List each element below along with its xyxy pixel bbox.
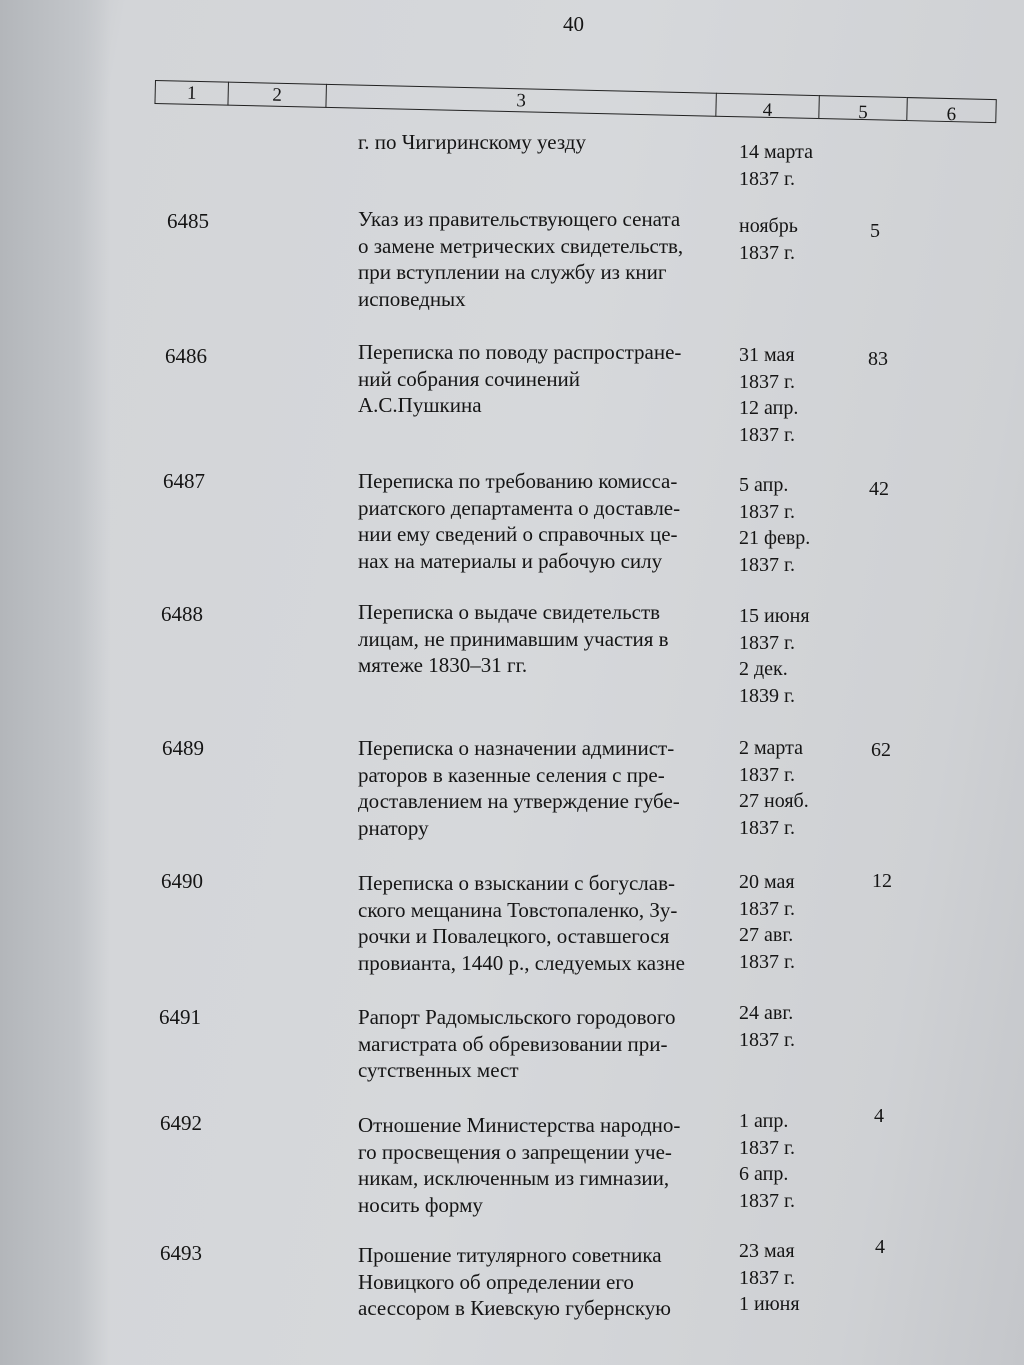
entry-number: 6487 [163,469,205,493]
description-line: магистрата об обревизовании при- [358,1031,668,1056]
entry-dates [739,472,810,578]
description-line: Переписка по требованию комисса- [358,469,678,493]
date-line: 31 мая [739,344,795,366]
description-line: носить форму [358,1192,483,1217]
entry-sheet-count: 5 [870,220,880,242]
entry-description [358,468,728,574]
entry-dates [739,869,795,975]
entry-number: 6493 [160,1241,202,1265]
entry-description [358,1112,728,1218]
date-line: 14 марта [739,141,813,163]
continuation-description [358,129,728,156]
date-line: 6 апр. [739,1163,789,1185]
entry-description [358,1242,728,1322]
description-line: Переписка о выдаче свидетельств [358,600,661,624]
date-line: 1 июня [739,1293,800,1315]
column-header-3: 3 [325,84,715,117]
column-header-2: 2 [227,82,326,108]
date-line: 1837 г. [739,631,795,654]
date-line: 21 февр. [739,527,811,549]
entry-number: 6489 [162,736,204,760]
description-line: Прошение титулярного советника [358,1243,662,1267]
date-line: 5 апр. [739,474,789,496]
entry-dates [739,603,810,709]
date-line: 1837 г. [739,241,795,264]
entry-description [358,870,728,976]
description-line: при вступлении на службу из книг [358,260,667,284]
column-header-4: 4 [715,93,819,119]
description-line: ского мещанина Товстопаленко, Зу- [358,897,678,922]
date-line: 1837 г. [739,1189,795,1212]
description-line: Отношение Министерства народно- [358,1113,681,1137]
entry-sheet-count: 62 [871,739,891,761]
description-line: нии ему сведений о справочных це- [358,522,678,546]
description-line: доставлением на утверждение губе- [358,789,680,813]
entry-description [358,599,728,679]
date-line: 1837 г. [739,1028,795,1051]
column-header-6: 6 [906,97,997,123]
description-line: ний собрания сочинений [358,366,581,391]
entry-sheet-count: 4 [875,1236,885,1258]
date-line: 1839 г. [739,684,795,707]
description-line: никам, исключенным из гимназии, [358,1166,670,1190]
entry-dates [739,342,798,448]
description-line: рочки и Повалецкого, оставшегося [358,924,670,948]
date-line: 1837 г. [739,423,795,446]
entry-dates [739,1108,795,1214]
description-line: риатского департамента о доставле- [358,495,681,520]
date-line: 27 авг. [739,924,794,946]
description-line: А.С.Пушкина [358,393,482,417]
description-line: г. по Чигиринскому уезду [358,130,586,154]
date-line: 15 июня [739,605,810,627]
description-line: сутственных мест [358,1058,519,1082]
date-line: 1837 г. [739,816,795,839]
date-line: 1837 г. [739,370,795,393]
date-line: 1837 г. [739,1136,795,1159]
date-line: 1837 г. [739,1266,795,1289]
description-line: о замене метрических свидетельств, [358,233,684,258]
entry-number: 6492 [160,1111,202,1135]
description-line: го просвещения о запрещении уче- [358,1139,672,1164]
continuation-dates [739,139,813,192]
column-header-1: 1 [154,80,228,106]
entry-sheet-count: 83 [868,348,888,370]
page-number: 40 [563,12,584,36]
entry-dates [739,1000,795,1053]
entry-description [358,206,728,312]
description-line: мятеже 1830–31 гг. [358,653,528,677]
description-line: нах на материалы и рабочую силу [358,548,663,573]
entry-number: 6486 [165,344,207,368]
entry-number: 6485 [167,209,209,233]
date-line: 1837 г. [739,897,795,920]
description-line: провианта, 1440 р., следуемых казне [358,950,685,975]
date-line: 1837 г. [739,763,795,786]
date-line: 20 мая [739,871,795,893]
description-line: Переписка о взыскании с богуслав- [358,871,676,895]
column-header-5: 5 [818,95,907,121]
date-line: 1837 г. [739,167,795,190]
description-line: Переписка по поводу распростране- [358,340,682,364]
date-line: 1837 г. [739,500,795,523]
entry-number: 6488 [161,602,203,626]
date-line: 2 дек. [739,658,788,680]
entry-dates [739,735,809,841]
description-line: исповедных [358,286,466,311]
entry-sheet-count: 4 [874,1105,884,1127]
description-line: раторов в казенные селения с пре- [358,762,665,787]
date-line: 1837 г. [739,950,795,973]
entry-description [358,339,728,419]
date-line: 2 марта [739,737,803,759]
description-line: асессором в Киевскую губернскую [358,1296,671,1320]
entry-number: 6490 [161,869,203,893]
description-line: Новицкого об определении его [358,1269,634,1294]
date-line: 1837 г. [739,553,795,576]
date-line: ноябрь [739,215,798,237]
entry-sheet-count: 42 [869,478,889,500]
entry-description [358,735,728,841]
date-line: 1 апр. [739,1110,789,1132]
entry-description [358,1004,728,1084]
date-line: 23 мая [739,1240,795,1262]
entry-dates [739,213,798,266]
description-line: Указ из правительствующего сената [358,207,681,231]
description-line: Переписка о назначении админист- [358,736,675,760]
date-line: 27 нояб. [739,790,809,812]
description-line: лицам, не принимавшим участия в [358,626,669,651]
date-line: 24 авг. [739,1002,794,1024]
entry-dates [739,1238,800,1318]
binding-gutter [0,0,110,1365]
entry-number: 6491 [159,1005,201,1029]
date-line: 12 апр. [739,397,799,419]
entry-sheet-count: 12 [872,870,892,892]
description-line: Рапорт Радомысльского городового [358,1005,676,1029]
column-header-row [154,80,996,125]
description-line: рнатору [358,815,429,840]
